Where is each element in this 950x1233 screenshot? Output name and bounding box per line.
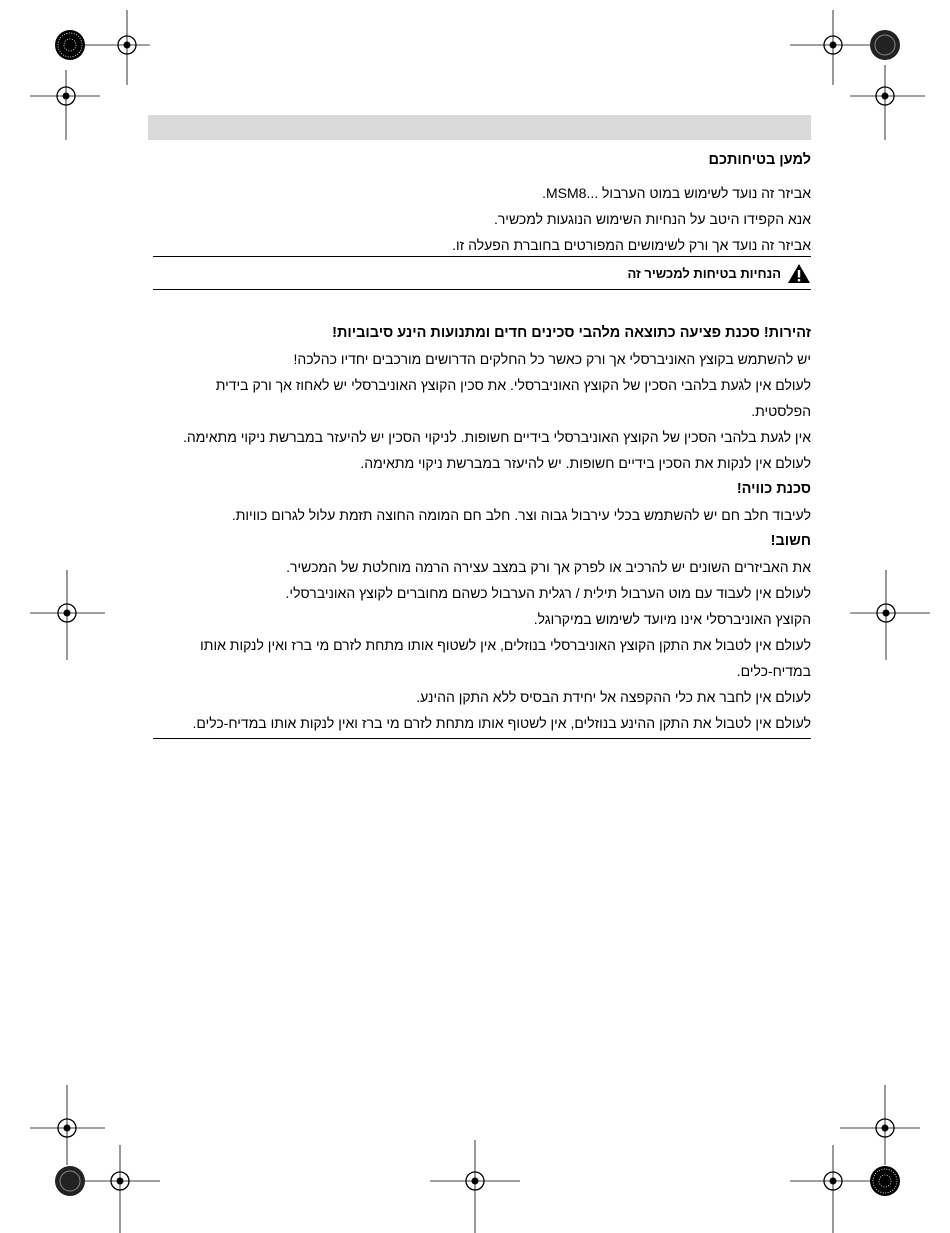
section-line: לעיבוד חלב חם יש להשתמש בכלי עירבול גבוה וצר. חלב חם המומה החוצה תזמת עלול לגרום כוויות. [231, 507, 811, 523]
section-line: יש להשתמש בקוצץ האוניברסלי אך ורק כאשר כל החלקים הדרושים מורכבים יחדיו כהלכה! [293, 351, 811, 367]
section-line: במדיח-כלים. [736, 663, 811, 679]
section-title: סכנת כוויה! [736, 481, 811, 497]
intro-line: אביזר זה נועד אך ורק לשימושים המפורטים בחוברת הפעלה זו. [452, 237, 811, 253]
registration-mark-mid-right [845, 570, 935, 660]
warning-triangle-icon [787, 263, 811, 284]
section-line: לעולם אין לעבוד עם מוט הערבול תילית / רגלית הערבול כשהם מחוברים לקוצץ האוניברסלי. [285, 585, 811, 601]
intro-line: אביזר זה נועד לשימוש במוט הערבול ...MSM8. [542, 185, 811, 201]
warning-header-label: הנחיות בטיחות למכשיר זה [627, 265, 781, 281]
section-line: לעולם אין לחבר את כלי ההקפצה אל יחידת הבסיס ללא התקן ההינע. [416, 689, 811, 705]
divider [153, 738, 811, 739]
intro-title: למען בטיחותכם [708, 152, 811, 168]
section-line: הקוצץ האוניברסלי אינו מיועד לשימוש במיקרוגל. [533, 611, 811, 627]
section-line: לעולם אין לנקות את הסכין בידיים חשופות. יש להיעזר במברשת ניקוי מתאימה. [360, 455, 811, 471]
section-line: לעולם אין לטבול את התקן ההינע בנוזלים, אין לשטוף אותו מתחת לזרם מי ברז ואין לנקות אותו במדיח-כלים. [192, 715, 811, 731]
header-bar [148, 115, 811, 140]
section-title: חשוב! [770, 533, 811, 549]
warning-header [153, 257, 811, 289]
section-line: הפלסטית. [751, 403, 811, 419]
registration-mark-bottom-center [430, 1140, 520, 1233]
section-line: לעולם אין לטבול את התקן הקוצץ האוניברסלי בנוזלים, אין לשטוף אותו מתחת לזרם מי ברז ואין לנקות אותו [200, 637, 811, 653]
intro-line: אנא הקפידו היטב על הנחיות השימוש הנוגעות למכשיר. [493, 211, 811, 227]
section-line: את האביזרים השונים יש להרכיב או לפרק אך ורק במצב עצירה הרמה מוחלטת של המכשיר. [286, 559, 811, 575]
registration-mark-bottom-left [30, 1085, 190, 1233]
registration-mark-mid-left [30, 570, 110, 660]
section-line: אין לגעת בלהבי הסכין של הקוצץ האוניברסלי בידיים חשופות. לניקוי הסכין יש להיעזר במברשת ניקוי מתאימה. [183, 429, 811, 445]
section-title: זהירות! סכנת פציעה כתוצאה מלהבי סכינים חדים ומתנועות הינע סיבוביות! [332, 325, 811, 341]
page-content [153, 146, 811, 739]
section-line: לעולם אין לגעת בלהבי הסכין של הקוצץ האוניברסלי. את סכין הקוצץ האוניברסלי יש לאחוז אך ורק בידית [215, 377, 811, 393]
registration-mark-bottom-right [790, 1085, 950, 1233]
